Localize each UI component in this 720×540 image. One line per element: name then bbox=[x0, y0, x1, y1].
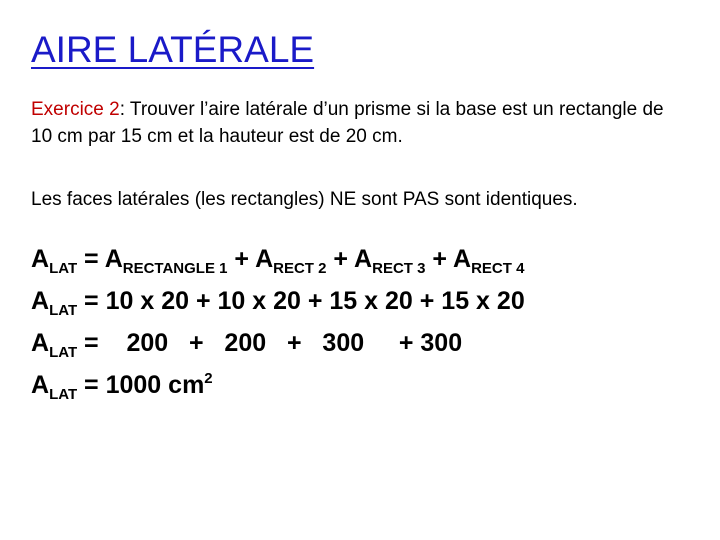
term-4-subscript: RECT 4 bbox=[471, 260, 525, 277]
squared-exponent: 2 bbox=[204, 370, 213, 387]
term-4-symbol: A bbox=[453, 245, 472, 273]
area-symbol: A bbox=[31, 329, 50, 357]
term-2-subscript: RECT 2 bbox=[273, 260, 327, 277]
equals-sign: = bbox=[77, 245, 105, 273]
exercise-text: : Trouver l’aire latérale d’un prisme si la base est un rectangle de 10 cm par 15 cm et la hauteur est de 20 cm. bbox=[31, 99, 664, 147]
area-symbol: A bbox=[31, 287, 50, 315]
note-text: Les faces latérales (les rectangles) NE sont PAS sont identiques. bbox=[31, 189, 578, 210]
term-3-subscript: RECT 3 bbox=[372, 260, 426, 277]
formula-expression: = 10 x 20 + 10 x 20 + 15 x 20 + 15 x 20 bbox=[77, 287, 525, 315]
exercise-label: Exercice 2 bbox=[31, 99, 120, 120]
formula-line-4 bbox=[31, 366, 691, 408]
plus-sign: + bbox=[425, 245, 454, 273]
term-2-symbol: A bbox=[255, 245, 274, 273]
formula-line-1 bbox=[31, 240, 691, 282]
term-1-symbol: A bbox=[104, 245, 123, 273]
term-1-subscript: RECTANGLE 1 bbox=[122, 260, 228, 277]
formula-expression: = 200 + 200 + 300 + 300 bbox=[77, 329, 463, 357]
plus-sign: + bbox=[326, 245, 355, 273]
exercise-statement bbox=[31, 96, 681, 150]
slide-title: AIRE LATÉRALE bbox=[31, 29, 315, 70]
formula-result: = 1000 cm bbox=[77, 371, 205, 399]
lat-subscript: LAT bbox=[49, 386, 78, 403]
lat-subscript: LAT bbox=[49, 260, 78, 277]
term-3-symbol: A bbox=[354, 245, 373, 273]
area-symbol: A bbox=[31, 245, 50, 273]
lat-subscript: LAT bbox=[49, 302, 78, 319]
plus-sign: + bbox=[227, 245, 256, 273]
formula-block bbox=[31, 240, 691, 408]
formula-line-3 bbox=[31, 324, 691, 366]
area-symbol: A bbox=[31, 371, 50, 399]
lat-subscript: LAT bbox=[49, 344, 78, 361]
formula-line-2 bbox=[31, 282, 691, 324]
